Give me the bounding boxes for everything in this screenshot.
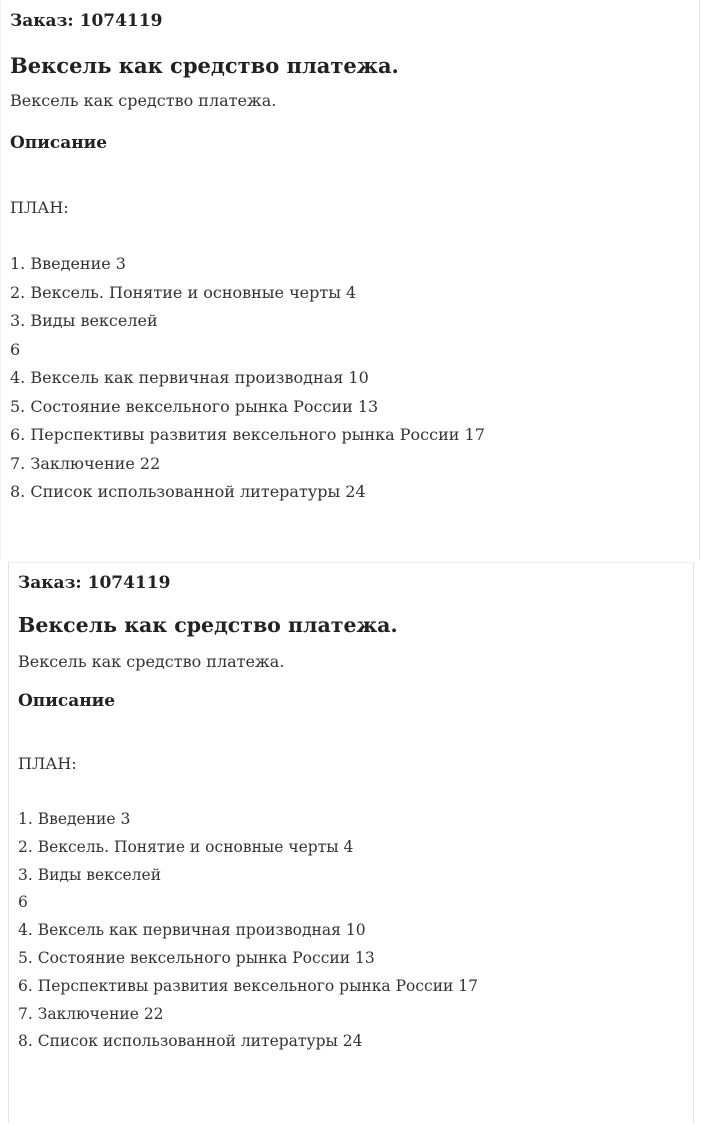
plan-item: 1. Введение 3	[18, 810, 131, 828]
order-card-1	[0, 0, 700, 560]
plan-item: 3. Виды векселей	[18, 865, 162, 884]
document-subtitle: Вексель как средство платежа.	[18, 652, 285, 671]
description-heading: Описание	[10, 133, 108, 153]
description-heading: Описание	[18, 691, 116, 711]
order-card-2	[8, 562, 694, 1123]
plan-item: 2. Вексель. Понятие и основные черты 4	[18, 837, 354, 856]
plan-list	[10, 250, 485, 507]
plan-item: 4. Вексель как первичная производная 10	[18, 921, 366, 940]
plan-item: 8. Список использованной литературы 24	[10, 482, 366, 501]
plan-item: 1. Введение 3	[10, 254, 126, 273]
plan-item: 5. Состояние вексельного рынка России 13	[18, 948, 375, 967]
order-number: Заказ: 1074119	[18, 573, 171, 593]
plan-item: 7. Заключение 22	[10, 453, 161, 473]
plan-item: 6	[10, 339, 21, 359]
plan-item: 7. Заключение 22	[18, 1004, 164, 1023]
document-subtitle: Вексель как средство платежа.	[10, 91, 277, 110]
plan-item: 3. Виды векселей	[10, 311, 158, 330]
document-title: Вексель как средство платежа.	[10, 53, 399, 78]
plan-item: 6	[18, 893, 28, 912]
plan-list	[18, 806, 478, 1056]
plan-item: 2. Вексель. Понятие и основные черты 4	[10, 282, 357, 302]
plan-item: 6. Перспективы развития вексельного рынка России 17	[10, 425, 485, 444]
plan-label: ПЛАН:	[10, 198, 69, 217]
plan-item: 4. Вексель как первичная производная 10	[10, 368, 369, 387]
plan-item: 8. Список использованной литературы 24	[18, 1032, 363, 1051]
plan-label: ПЛАН:	[18, 754, 77, 773]
plan-item: 6. Перспективы развития вексельного рынка России 17	[18, 976, 479, 995]
document-title: Вексель как средство платежа.	[18, 613, 398, 637]
plan-item: 5. Состояние вексельного рынка России 13	[10, 396, 379, 416]
order-number: Заказ: 1074119	[10, 11, 163, 31]
